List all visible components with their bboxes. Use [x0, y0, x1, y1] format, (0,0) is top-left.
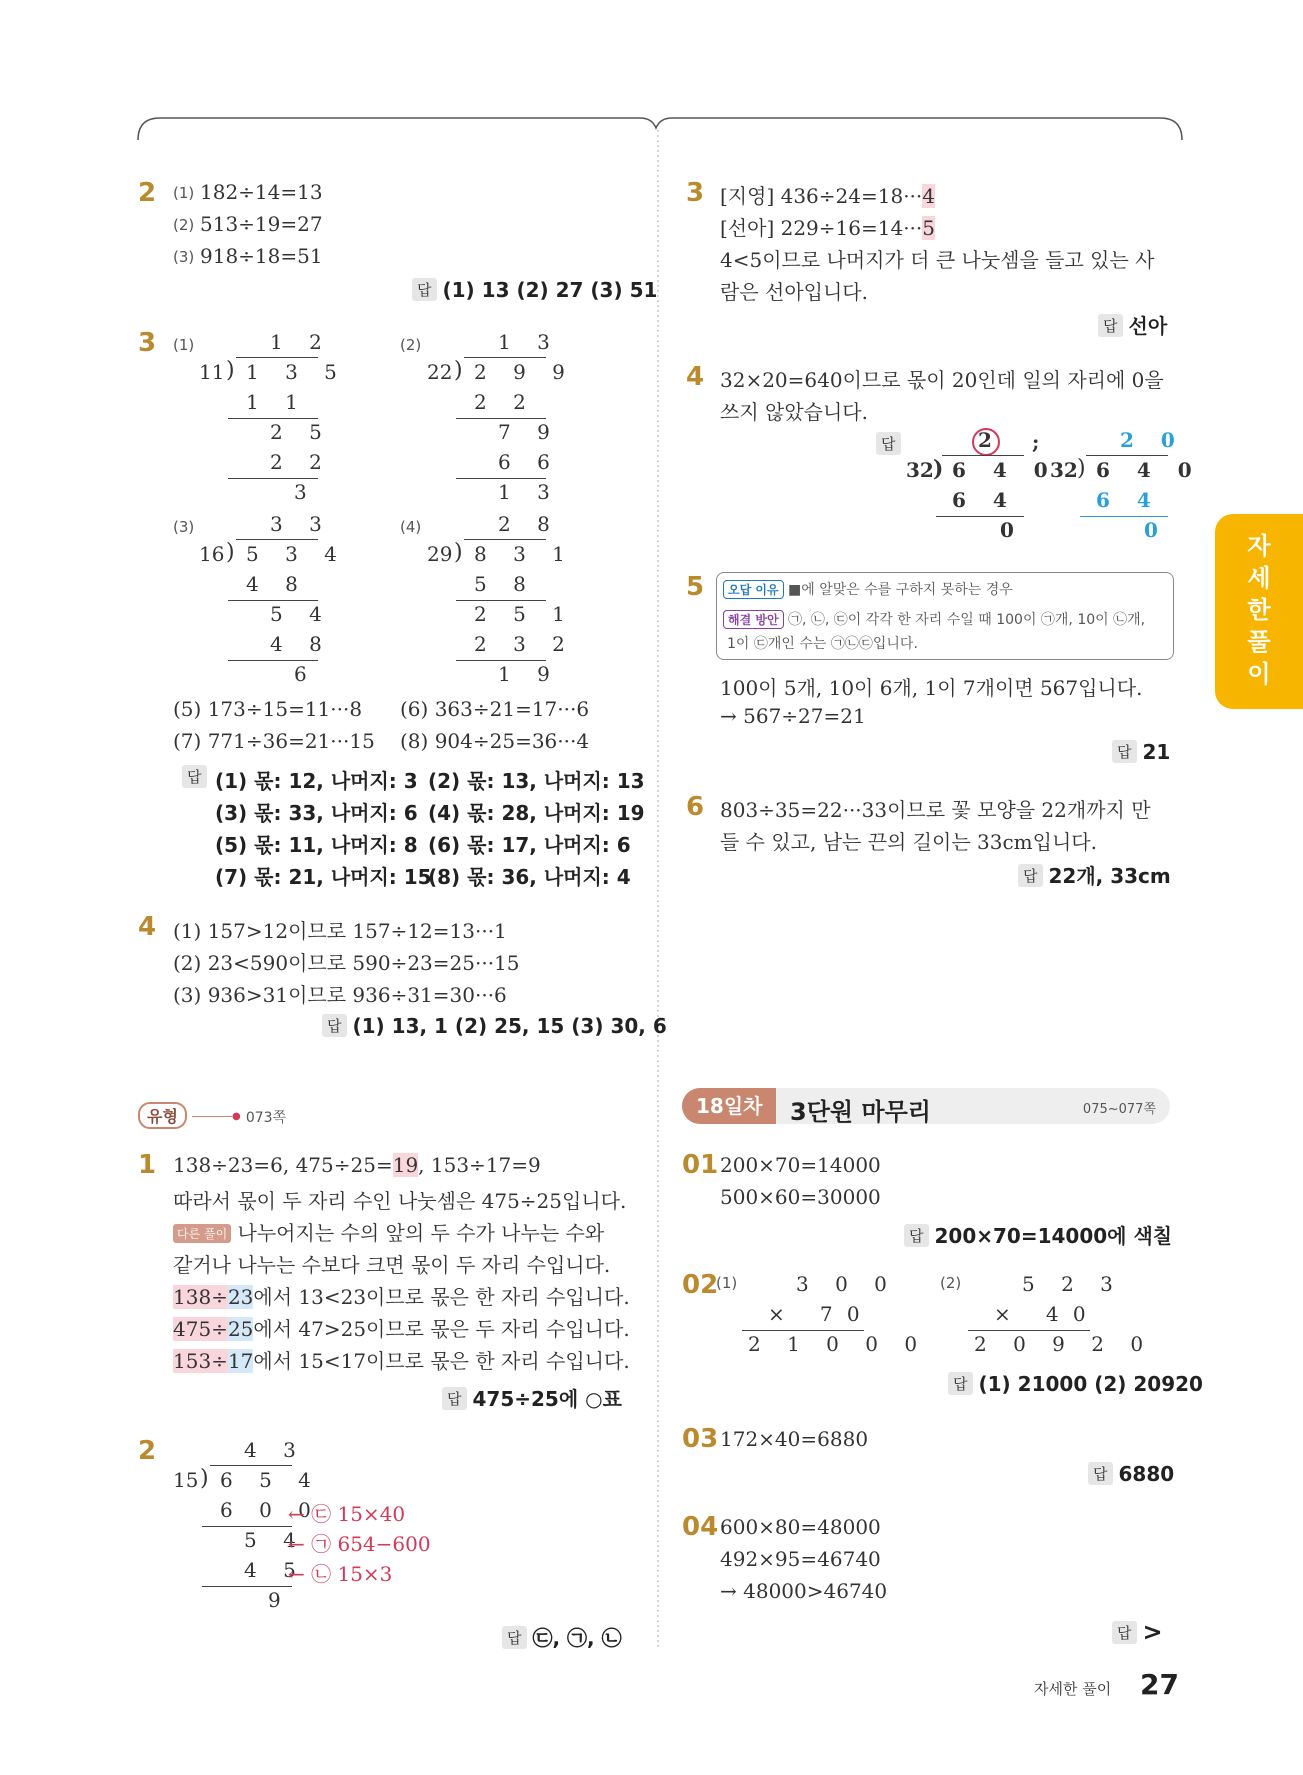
text-line: 다른 풀이 나누어지는 수의 앞의 두 수가 나누는 수와 [173, 1217, 604, 1246]
page-ref: 073쪽 [245, 1110, 287, 1126]
answer-text: (8) 몫: 36, 나머지: 4 [428, 865, 631, 889]
sub-label: (3) [173, 518, 195, 536]
reason-row [723, 579, 1013, 599]
answer-text: (1) 21000 (2) 20920 [978, 1372, 1203, 1396]
dividend: 2 9 9 [474, 360, 575, 384]
text-line: 쓰지 않았습니다. [720, 400, 868, 424]
day-header [682, 1088, 1170, 1124]
division-bracket: ) [933, 456, 944, 482]
answer-row [502, 1622, 622, 1651]
answer-row [1088, 1462, 1174, 1486]
partial: 4 5 [244, 1558, 306, 1582]
answer-row [876, 432, 907, 456]
sub-label: (2) [940, 1274, 962, 1292]
problem-3-number: 3 [686, 178, 705, 208]
long-division-4 [424, 512, 575, 692]
tab-char: 이 [1247, 660, 1271, 688]
partial: 2 5 1 [474, 602, 575, 626]
dividend: 8 3 1 [474, 542, 575, 566]
text-line: 4<5이므로 나머지가 더 큰 나눗셈을 들고 있는 사 [720, 248, 1155, 272]
partial: 2 2 [270, 450, 332, 474]
sub-label: (2) [173, 216, 195, 234]
equation-line: (5) 173÷15=11···8 [173, 697, 363, 721]
text-line: 500×60=30000 [720, 1185, 881, 1209]
multiplier: × 7 0 [768, 1302, 864, 1326]
multiplication-2 [966, 1272, 1154, 1368]
long-division-1 [196, 330, 347, 510]
partial: 2 3 2 [474, 632, 575, 656]
answer-badge: 답 [412, 278, 437, 301]
long-division-3 [196, 512, 347, 692]
partial: 2 2 [474, 390, 536, 414]
answer-text: (1) 13 (2) 27 (3) 51 [442, 278, 658, 302]
text-line: 600×80=48000 [720, 1515, 881, 1539]
partial: 5 4 [244, 1528, 306, 1552]
text-line: → 567÷27=21 [720, 704, 866, 728]
partial: 2 5 [270, 420, 332, 444]
wrong-division [906, 428, 1058, 548]
partial: 7 9 [498, 420, 560, 444]
multiplicand: 3 0 0 [796, 1272, 897, 1296]
solution-text: ㉠, ㉡, ㉢이 각각 한 자리 수일 때 100이 ㉠개, 10이 ㉡개, [788, 612, 1146, 628]
divisor: 32 [906, 458, 934, 482]
tab-char: 풀 [1247, 628, 1271, 656]
type-problem-2-number: 2 [138, 1436, 157, 1466]
partial: 6 0 0 [220, 1498, 321, 1522]
partial: 4 8 [270, 632, 332, 656]
problem-4-number: 4 [686, 362, 705, 392]
partial: 6 4 [1096, 488, 1161, 512]
multiplication-1 [740, 1272, 928, 1368]
answer-text: 200×70=14000에 색칠 [934, 1224, 1173, 1248]
division-bracket: ) [226, 358, 235, 383]
error-note-box [716, 572, 1174, 660]
divisor: 16 [199, 542, 225, 566]
separator: ; [1032, 430, 1040, 454]
division-bracket: ) [454, 358, 463, 383]
answer-text: > [1142, 1618, 1163, 1646]
answer-text: (7) 몫: 21, 나머지: 15 [215, 865, 432, 889]
answer-row [1112, 740, 1170, 764]
text-line: 475÷25에서 47>25이므로 몫은 두 자리 수입니다. [173, 1317, 630, 1341]
answer-row [904, 1220, 1172, 1249]
answer-row [1112, 1618, 1163, 1646]
question-04-number: 04 [682, 1512, 719, 1542]
answer-badge: 답 [1098, 314, 1123, 337]
reason-tag: 오답 이유 [723, 580, 784, 599]
quotient: 2 0 [1120, 428, 1185, 452]
problem-3-number: 3 [138, 328, 157, 358]
divisor: 15 [173, 1468, 199, 1492]
type-problem-1-number: 1 [138, 1150, 157, 1180]
partial: 1 1 [246, 390, 308, 414]
answer-badge: 답 [1088, 1462, 1113, 1485]
quotient: 4 3 [244, 1438, 306, 1462]
problem-2-number: 2 [138, 178, 157, 208]
page-number: 27 [1140, 1668, 1179, 1701]
equation-line: (7) 771÷36=21···15 [173, 729, 375, 753]
division-bracket: ) [200, 1466, 209, 1491]
remainder: 9 [268, 1588, 291, 1612]
quotient: 1 2 [270, 330, 332, 354]
answer-badge: 답 [182, 765, 207, 788]
partial: 4 8 [246, 572, 308, 596]
equation-line: (2) 23<590이므로 590÷23=25···15 [173, 951, 520, 975]
answer-badge: 답 [1018, 864, 1043, 887]
remainder: 6 [294, 662, 317, 686]
text-line: 람은 선아입니다. [720, 280, 868, 304]
text-line: 138÷23=6, 475÷25=19, 153÷17=9 [173, 1153, 541, 1177]
text-line: 172×40=6880 [720, 1427, 869, 1451]
problem-4-number: 4 [138, 912, 157, 942]
quotient: 2 8 [498, 512, 560, 536]
text-line: 200×70=14000 [720, 1153, 881, 1177]
equation-line: (1) 157>12이므로 157÷12=13···1 [173, 919, 507, 943]
answer-text: (2) 몫: 13, 나머지: 13 [428, 769, 645, 793]
tab-char: 한 [1247, 596, 1271, 624]
equation-line: (8) 904÷25=36···4 [400, 729, 590, 753]
tab-char: 자 [1247, 532, 1271, 560]
problem-6-number: 6 [686, 792, 705, 822]
answer-badge: 답 [502, 1626, 527, 1649]
answer-row [1018, 860, 1171, 889]
text-line: 803÷35=22···33이므로 꽃 모양을 22개까지 만 [720, 798, 1151, 822]
divisor: 22 [427, 360, 453, 384]
answer-text: (3) 몫: 33, 나머지: 6 [215, 801, 418, 825]
divisor: 11 [199, 360, 225, 384]
text-line: → 48000>46740 [720, 1579, 888, 1603]
solution-text: 1이 ㉢개인 수는 ㉠㉡㉢입니다. [727, 636, 918, 652]
equation-line: (6) 363÷21=17···6 [400, 697, 590, 721]
type-section-marker: 유형 ● 073쪽 [138, 1102, 286, 1129]
divisor: 29 [427, 542, 453, 566]
division-bracket: ) [454, 540, 463, 565]
answer-badge: 답 [876, 432, 901, 455]
division-bracket: ) [1077, 456, 1086, 481]
remainder: 0 [1000, 518, 1024, 542]
answer-row [948, 1372, 1203, 1396]
quotient: 1 3 [498, 330, 560, 354]
answer-row [322, 1014, 667, 1038]
partial: 6 4 [952, 488, 1017, 512]
dividend: 1 3 5 [246, 360, 347, 384]
question-01-number: 01 [682, 1150, 719, 1180]
answer-row [442, 1383, 622, 1412]
answer-badge: 답 [904, 1224, 929, 1247]
tab-char: 세 [1247, 564, 1271, 592]
step-note: ← ㉠ 654−600 [288, 1532, 431, 1556]
text-line: 같거나 나누는 수보다 크면 몫이 두 자리 수입니다. [173, 1253, 611, 1277]
remainder: 1 9 [498, 662, 560, 686]
sub-label: (1) [173, 336, 195, 354]
reason-text: ■에 알맞은 수를 구하지 못하는 경우 [788, 582, 1013, 598]
solution-tag: 해결 방안 [723, 610, 784, 629]
other-solution-tag: 다른 풀이 [173, 1224, 231, 1243]
answer-text: ㉢, ㉠, ㉡ [532, 1626, 622, 1650]
answer-text: (4) 몫: 28, 나머지: 19 [428, 801, 645, 825]
dividend: 6 4 0 [952, 458, 1058, 482]
question-03-number: 03 [682, 1424, 719, 1454]
long-division-5 [170, 1438, 470, 1618]
product: 2 1 0 0 0 [748, 1332, 928, 1356]
problem-5-number: 5 [686, 572, 705, 602]
text-line: 들 수 있고, 남는 끈의 길이는 33cm입니다. [720, 830, 1097, 854]
equation-line: (3) 936>31이므로 936÷31=30···6 [173, 983, 507, 1007]
quotient: 2 [978, 428, 1002, 452]
partial: 5 8 [474, 572, 536, 596]
sub-label: (1) [716, 1274, 738, 1292]
partial: 5 4 [270, 602, 332, 626]
answer-text: (1) 몫: 12, 나머지: 3 [215, 769, 418, 793]
answer-text: 선아 [1128, 314, 1168, 338]
product: 2 0 9 2 0 [974, 1332, 1154, 1356]
answer-row [182, 765, 213, 789]
sub-label: (1) [173, 184, 195, 202]
answer-badge: 답 [948, 1372, 973, 1395]
page-range: 075~077쪽 [1082, 1102, 1156, 1117]
section-title: 3단원 마무리 [790, 1098, 931, 1126]
answer-text: 6880 [1118, 1462, 1175, 1486]
long-division-2 [424, 330, 575, 510]
day-badge: 18일차 [682, 1088, 776, 1124]
answer-badge: 답 [442, 1387, 467, 1410]
answer-text: (6) 몫: 17, 나머지: 6 [428, 833, 631, 857]
text-line: [선아] 229÷16=14···5 [720, 216, 935, 240]
equation-line: 182÷14=13 [200, 180, 323, 204]
correct-division [1050, 428, 1202, 548]
step-note: ← ㉡ 15×3 [288, 1562, 393, 1586]
answer-badge: 답 [322, 1014, 347, 1037]
text-line: 153÷17에서 15<17이므로 몫은 한 자리 수입니다. [173, 1349, 630, 1373]
sub-label: (3) [173, 248, 195, 266]
text-line: 492×95=46740 [720, 1547, 881, 1571]
dividend: 5 3 4 [246, 542, 347, 566]
answer-row [1098, 310, 1167, 339]
answer-text: (5) 몫: 11, 나머지: 8 [215, 833, 418, 857]
text-line: [지영] 436÷24=18···4 [720, 184, 935, 208]
answer-text: (1) 13, 1 (2) 25, 15 (3) 30, 6 [352, 1014, 667, 1038]
text-line: 138÷23에서 13<23이므로 몫은 한 자리 수입니다. [173, 1285, 630, 1309]
answer-text: 475÷25에 ○표 [472, 1387, 622, 1411]
answer-text: 22개, 33cm [1048, 864, 1171, 888]
text-line: 32×20=640이므로 몫이 20인데 일의 자리에 0을 [720, 368, 1164, 392]
remainder: 0 [1144, 518, 1168, 542]
solution-row [723, 609, 1145, 629]
partial: 6 6 [498, 450, 560, 474]
equation-line: 513÷19=27 [200, 212, 323, 236]
multiplicand: 5 2 3 [1022, 1272, 1123, 1296]
type-tag: 유형 [138, 1102, 187, 1129]
divisor: 32 [1050, 458, 1078, 482]
multiplier: × 4 0 [994, 1302, 1090, 1326]
division-bracket: ) [226, 540, 235, 565]
remainder: 3 [294, 480, 317, 504]
answer-row [412, 278, 657, 302]
question-02-number: 02 [682, 1270, 719, 1300]
sub-label: (2) [400, 336, 422, 354]
remainder: 1 3 [498, 480, 560, 504]
detailed-solution-tab [1215, 514, 1303, 709]
dividend: 6 4 0 [1096, 458, 1202, 482]
text-line: 100이 5개, 10이 6개, 1이 7개이면 567입니다. [720, 676, 1143, 700]
answer-badge: 답 [1112, 1621, 1137, 1644]
text-line: 따라서 몫이 두 자리 수인 나눗셈은 475÷25입니다. [173, 1189, 627, 1213]
sub-label: (4) [400, 518, 422, 536]
quotient: 3 3 [270, 512, 332, 536]
answer-text: 21 [1142, 740, 1171, 764]
equation-line: 918÷18=51 [200, 244, 323, 268]
answer-badge: 답 [1112, 740, 1137, 763]
step-note: ← ㉢ 15×40 [288, 1502, 406, 1526]
dividend: 6 5 4 [220, 1468, 321, 1492]
footer-label: 자세한 풀이 [1034, 1680, 1112, 1698]
